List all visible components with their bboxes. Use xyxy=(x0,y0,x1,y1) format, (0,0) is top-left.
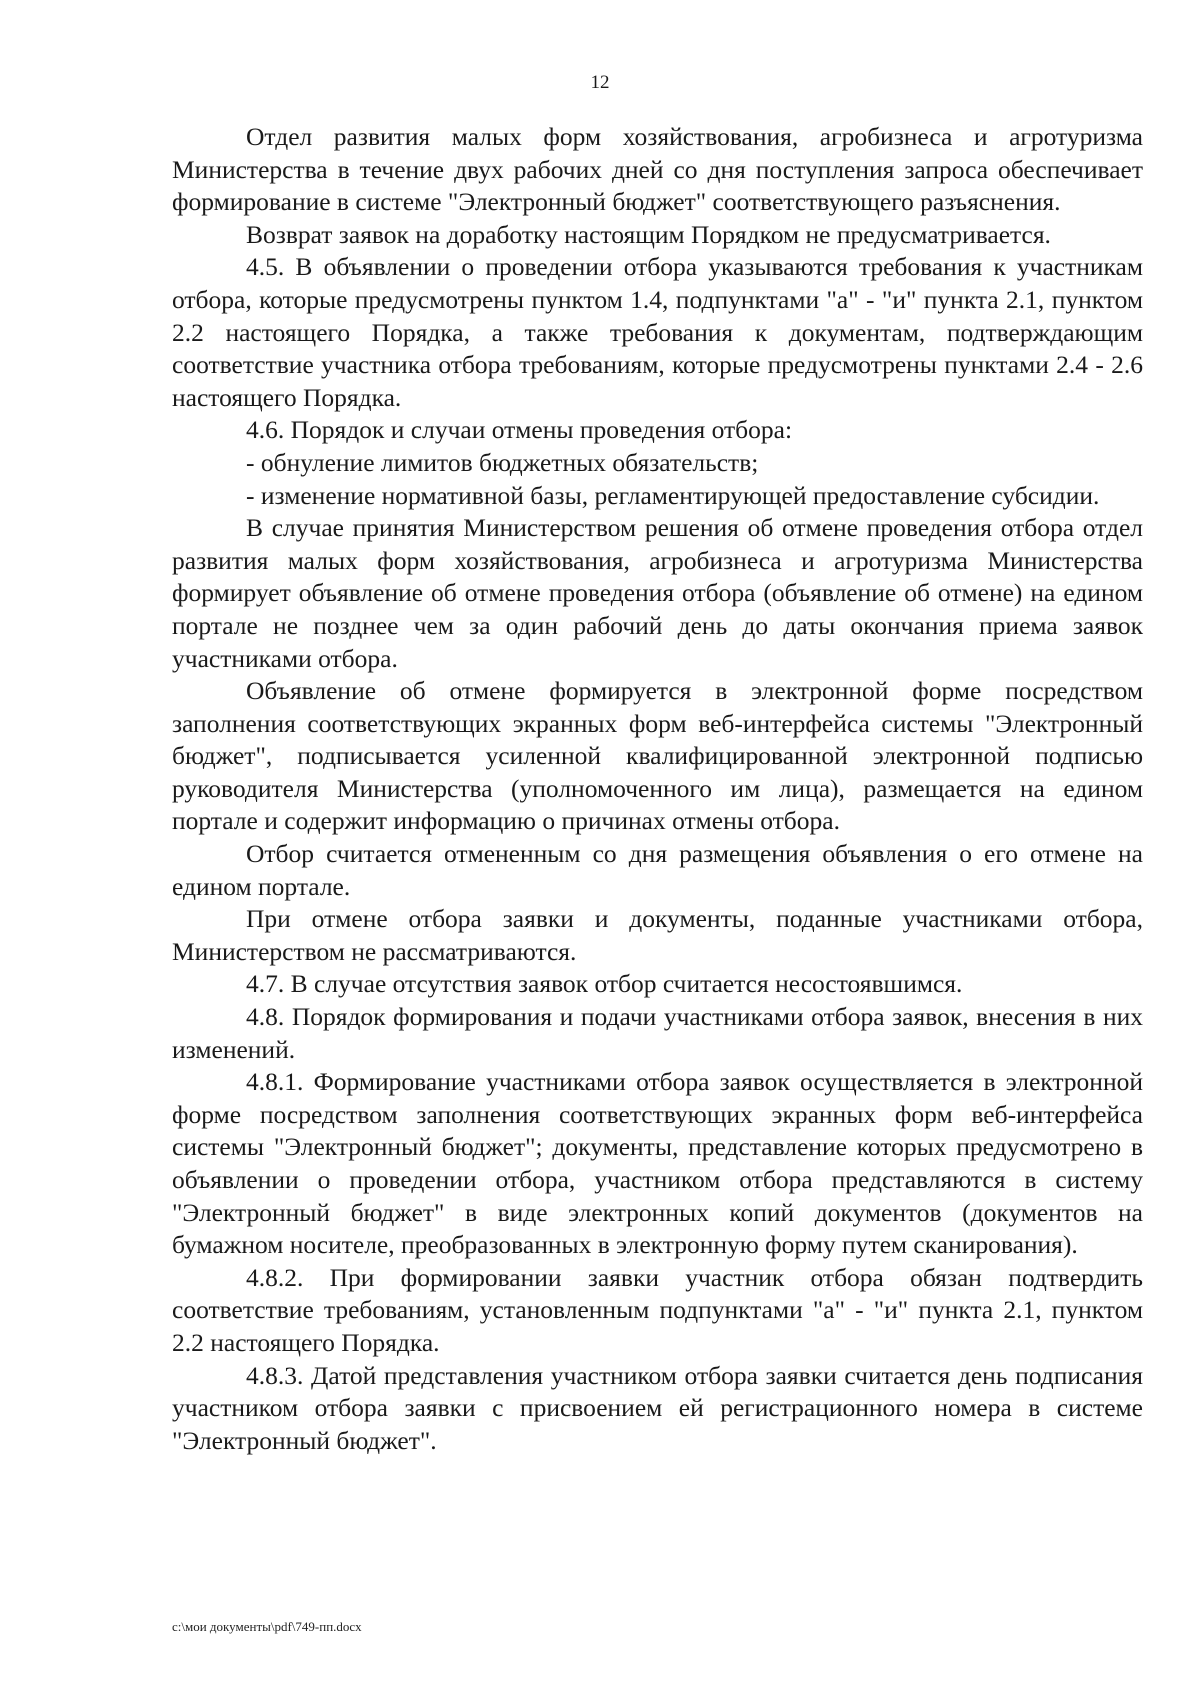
document-body xyxy=(172,121,1143,1457)
paragraph: В случае принятия Министерством решения об отмене проведения отбора отдел развития малых форм хозяйствования, агробизнеса и агротуризма Министерства формирует объявление об отмене проведения отбора (объявление об отмене) на едином портале не позднее чем за один рабочий день до даты окончания приема заявок участниками отбора. xyxy=(172,513,1143,673)
list-item: - обнуление лимитов бюджетных обязательств; xyxy=(246,447,759,477)
paragraph: 4.5. В объявлении о проведении отбора указываются требования к участникам отбора, которые предусмотрены пунктом 1.4, подпунктами "а" - "и" пункта 2.1, пунктом 2.2 настоящего Порядка, а также требования к документам, подтверждающим соответствие участника отбора требованиям, которые предусмотрены пунктами 2.4 - 2.6 настоящего Порядка. xyxy=(172,252,1143,412)
paragraph: 4.8.3. Датой представления участником отбора заявки считается день подписания участником отбора заявки с присвоением ей регистрационного номера в системе "Электронный бюджет". xyxy=(172,1360,1143,1455)
paragraph: Отдел развития малых форм хозяйствования, агробизнеса и агротуризма Министерства в течение двух рабочих дней со дня поступления запроса обеспечивает формирование в системе "Электронный бюджет" соответствующего разъяснения. xyxy=(172,122,1143,217)
paragraph: 4.8.2. При формировании заявки участник отбора обязан подтвердить соответствие требованиям, установленным подпунктами "а" - "и" пункта 2.1, пунктом 2.2 настоящего Порядка. xyxy=(172,1262,1143,1357)
paragraph: 4.7. В случае отсутствия заявок отбор считается несостоявшимся. xyxy=(246,969,963,999)
paragraph: Возврат заявок на доработку настоящим Порядком не предусматривается. xyxy=(246,219,1051,249)
paragraph: При отмене отбора заявки и документы, поданные участниками отбора, Министерством не рассматриваются. xyxy=(172,904,1143,966)
paragraph: 4.8.1. Формирование участниками отбора заявок осуществляется в электронной форме посредством заполнения соответствующих экранных форм веб-интерфейса системы "Электронный бюджет"; документы, представление которых предусмотрено в объявлении о проведении отбора, участником отбора представляются в систему "Электронный бюджет" в виде электронных копий документов (документов на бумажном носителе, преобразованных в электронную форму путем сканирования). xyxy=(172,1067,1143,1260)
paragraph: Отбор считается отмененным со дня размещения объявления о его отмене на едином портале. xyxy=(172,839,1143,901)
paragraph: 4.6. Порядок и случаи отмены проведения отбора: xyxy=(246,415,793,445)
paragraph: 4.8. Порядок формирования и подачи участниками отбора заявок, внесения в них изменений. xyxy=(172,1002,1143,1064)
paragraph: Объявление об отмене формируется в электронной форме посредством заполнения соответствующих экранных форм веб-интерфейса системы "Электронный бюджет", подписывается усиленной квалифицированной электронной подписью руководителя Министерства (уполномоченного им лица), размещается на едином портале и содержит информацию о причинах отмены отбора. xyxy=(172,676,1143,836)
footer-file-path: c:\мои документы\pdf\749-пп.docx xyxy=(172,1619,362,1634)
page-number: 12 xyxy=(590,72,610,93)
list-item: - изменение нормативной базы, регламентирующей предоставление субсидии. xyxy=(246,480,1100,510)
